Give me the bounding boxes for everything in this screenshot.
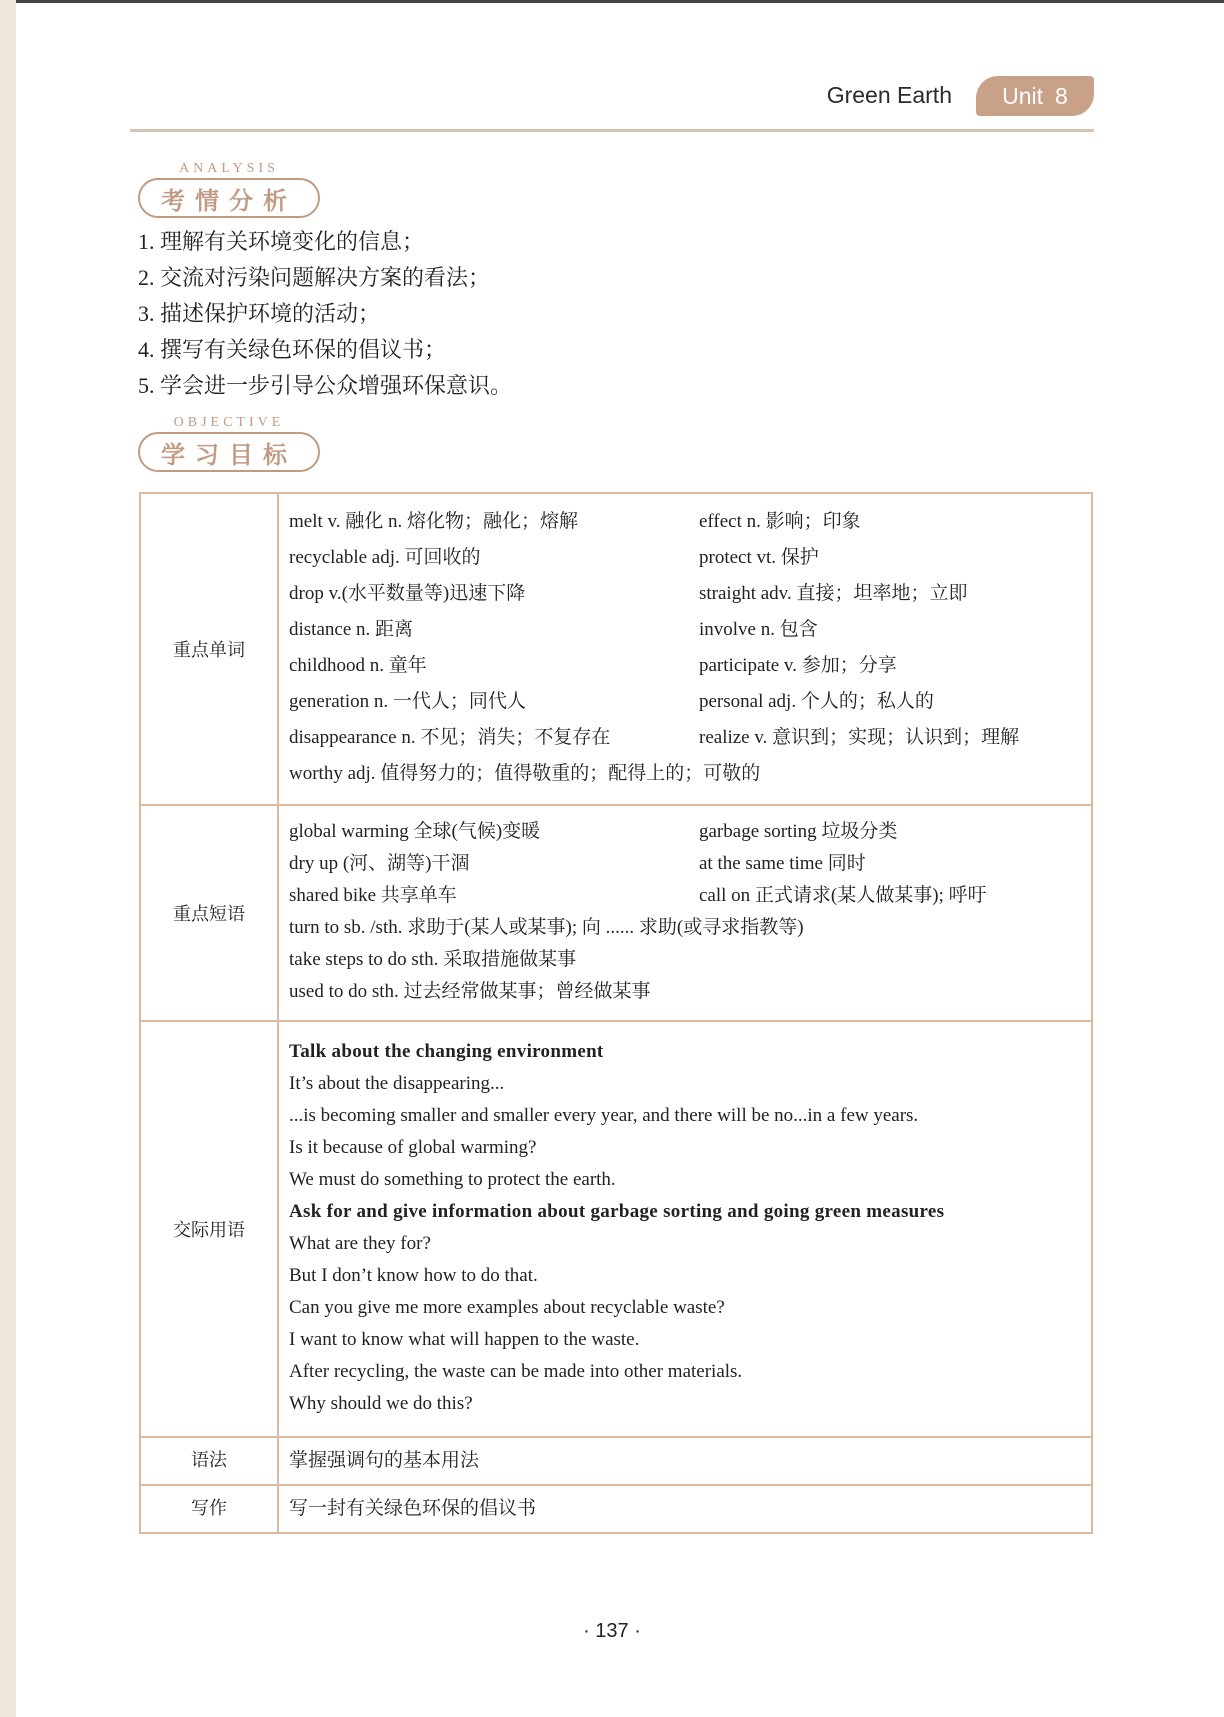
communication-line: ...is becoming smaller and smaller every year, and there will be no...in a few years. — [289, 1105, 919, 1126]
header-divider — [130, 129, 1094, 132]
phrase-item: turn to sb. /sth. 求助于(某人或某事); 向 ...... 求助(或寻求指教等) — [289, 917, 804, 938]
phrase-item: call on 正式请求(某人做某事); 呼吁 — [699, 885, 987, 906]
communication-heading: Ask for and give information about garbage sorting and going green measures — [289, 1201, 945, 1222]
table-row — [140, 1437, 1092, 1485]
analysis-section-tag — [138, 160, 320, 218]
vocab-item: personal adj. 个人的；私人的 — [699, 691, 934, 712]
phrases-grid — [289, 806, 1081, 1020]
grammar-label: 语法 — [140, 1437, 278, 1485]
vocab-item: drop v.(水平数量等)迅速下降 — [289, 583, 526, 604]
vocab-item: protect vt. 保护 — [699, 547, 819, 568]
vocab-label: 重点单词 — [140, 493, 278, 805]
communication-lines — [289, 1022, 1081, 1436]
phrase-item: global warming 全球(气候)变暖 — [289, 821, 541, 842]
communication-line: Is it because of global warming? — [289, 1137, 537, 1158]
page-header — [130, 76, 1094, 124]
communication-heading: Talk about the changing environment — [289, 1041, 604, 1062]
unit-word: Unit — [1002, 82, 1044, 109]
communication-label: 交际用语 — [140, 1021, 278, 1437]
vocab-item: involve n. 包含 — [699, 619, 818, 640]
vocab-grid — [289, 494, 1081, 804]
vocab-item: distance n. 距离 — [289, 619, 414, 640]
vocab-item: recyclable adj. 可回收的 — [289, 547, 481, 568]
vocab-cell — [278, 493, 1092, 805]
unit-number: 8 — [1055, 82, 1068, 109]
analysis-label-en: ANALYSIS — [179, 161, 279, 176]
table-row — [140, 1485, 1092, 1533]
grammar-text: 掌握强调句的基本用法 — [278, 1437, 1092, 1485]
vocab-item: melt v. 融化 n. 熔化物；融化；熔解 — [289, 511, 579, 532]
list-item: 1. 理解有关环境变化的信息； — [138, 229, 425, 254]
page-number: · 137 · — [583, 1620, 641, 1642]
objective-label-zh: 学习目标 — [161, 440, 297, 469]
analysis-label-zh: 考情分析 — [161, 186, 297, 215]
list-item: 5. 学会进一步引导公众增强环保意识。 — [138, 373, 513, 398]
communication-line: Why should we do this? — [289, 1393, 473, 1414]
table-row — [140, 493, 1092, 805]
phrase-item: at the same time 同时 — [699, 853, 866, 874]
communication-line: We must do something to protect the earth. — [289, 1169, 616, 1190]
communication-line: Can you give me more examples about recyclable waste? — [289, 1297, 725, 1318]
objective-section-tag — [138, 414, 320, 472]
list-item: 3. 描述保护环境的活动； — [138, 301, 381, 326]
table-row — [140, 1021, 1092, 1437]
vocab-item: disappearance n. 不见；消失；不复存在 — [289, 727, 611, 748]
objective-label-box — [138, 432, 320, 472]
vocab-item: worthy adj. 值得努力的；值得敬重的；配得上的；可敬的 — [289, 763, 761, 784]
list-item: 2. 交流对污染问题解决方案的看法； — [138, 265, 491, 290]
communication-line: I want to know what will happen to the waste. — [289, 1329, 640, 1350]
page-binding-strip — [0, 0, 16, 1717]
writing-text: 写一封有关绿色环保的倡议书 — [278, 1485, 1092, 1533]
learning-objectives-table — [139, 492, 1093, 1534]
top-border — [0, 0, 1224, 3]
communication-line: It’s about the disappearing... — [289, 1073, 505, 1094]
book-title: Green Earth — [826, 82, 952, 108]
vocab-item: straight adv. 直接；坦率地；立即 — [699, 583, 968, 604]
analysis-list — [138, 224, 512, 404]
table-row — [140, 805, 1092, 1021]
phrase-item: garbage sorting 垃圾分类 — [699, 821, 898, 842]
writing-label: 写作 — [140, 1485, 278, 1533]
vocab-item: effect n. 影响；印象 — [699, 511, 861, 532]
phrases-cell — [278, 805, 1092, 1021]
list-item: 4. 撰写有关绿色环保的倡议书； — [138, 337, 447, 362]
communication-line: What are they for? — [289, 1233, 431, 1254]
communication-line: After recycling, the waste can be made into other materials. — [289, 1361, 743, 1382]
vocab-item: childhood n. 童年 — [289, 655, 427, 676]
unit-badge — [976, 76, 1094, 116]
phrase-item: dry up (河、湖等)干涸 — [289, 853, 470, 874]
phrase-item: take steps to do sth. 采取措施做某事 — [289, 949, 577, 970]
communication-line: But I don’t know how to do that. — [289, 1265, 538, 1286]
vocab-item: participate v. 参加；分享 — [699, 655, 897, 676]
analysis-label-box — [138, 178, 320, 218]
communication-cell — [278, 1021, 1092, 1437]
phrases-label: 重点短语 — [140, 805, 278, 1021]
objective-label-en: OBJECTIVE — [173, 415, 285, 430]
phrase-item: shared bike 共享单车 — [289, 885, 457, 906]
phrase-item: used to do sth. 过去经常做某事；曾经做某事 — [289, 981, 651, 1002]
vocab-item: generation n. 一代人；同代人 — [289, 691, 526, 712]
vocab-item: realize v. 意识到；实现；认识到；理解 — [699, 727, 1020, 748]
